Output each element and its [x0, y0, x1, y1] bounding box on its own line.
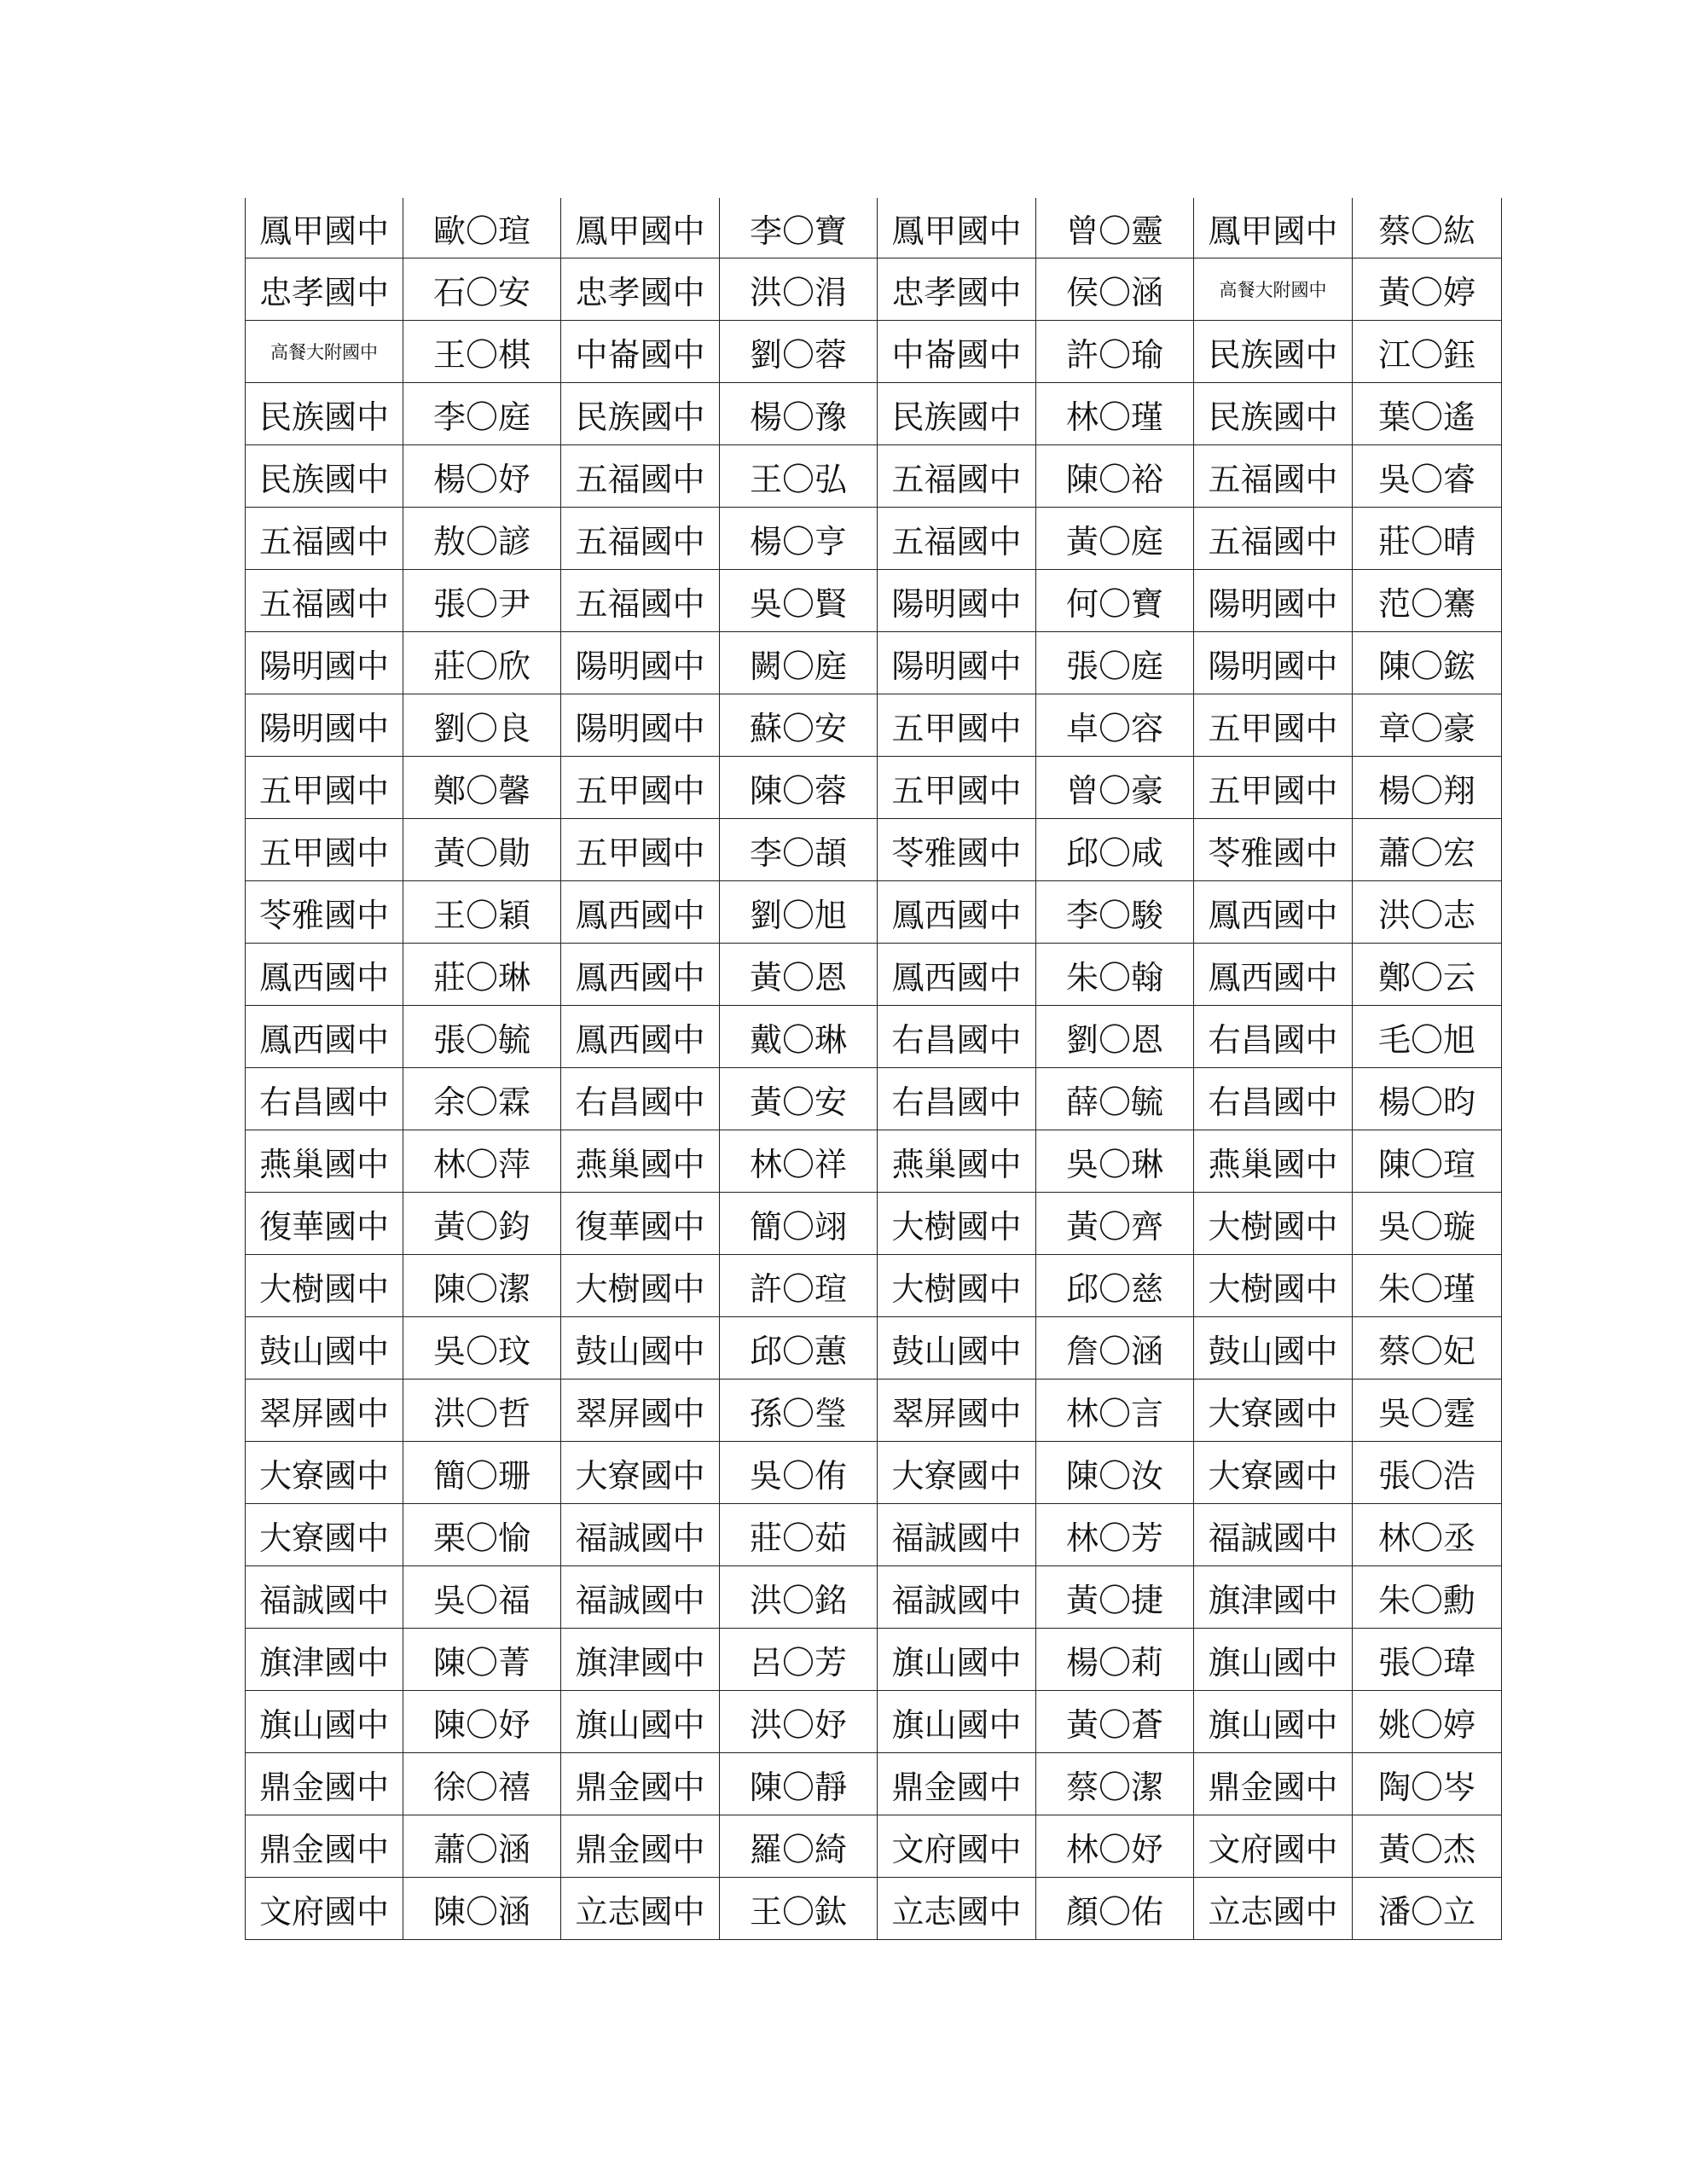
- student-name-cell: 張〇浩: [1353, 1442, 1502, 1504]
- student-name-cell: 林〇言: [1036, 1380, 1194, 1442]
- student-roster-table: [245, 198, 1502, 1940]
- student-name-cell: 吳〇睿: [1353, 445, 1502, 508]
- school-cell: 五甲國中: [1194, 757, 1353, 819]
- table-row: [246, 1380, 1502, 1442]
- school-cell: 大樹國中: [246, 1255, 403, 1317]
- school-cell: 鳳西國中: [561, 1006, 720, 1068]
- table-row: [246, 198, 1502, 258]
- school-cell: 忠孝國中: [561, 258, 720, 321]
- student-name-cell: 王〇穎: [403, 881, 561, 944]
- student-name-cell: 鄭〇云: [1353, 944, 1502, 1006]
- school-cell: 大樹國中: [561, 1255, 720, 1317]
- school-cell: 右昌國中: [878, 1006, 1036, 1068]
- table-row: [246, 819, 1502, 881]
- student-name-cell: 李〇寶: [720, 198, 878, 258]
- school-cell: 鳳西國中: [561, 944, 720, 1006]
- student-name-cell: 黃〇勛: [403, 819, 561, 881]
- student-name-cell: 范〇騫: [1353, 570, 1502, 632]
- student-name-cell: 黃〇婷: [1353, 258, 1502, 321]
- table-row: [246, 1878, 1502, 1940]
- school-cell: 五甲國中: [246, 819, 403, 881]
- table-row: [246, 258, 1502, 321]
- student-name-cell: 陳〇裕: [1036, 445, 1194, 508]
- student-name-cell: 陳〇靜: [720, 1753, 878, 1815]
- student-name-cell: 陳〇菁: [403, 1629, 561, 1691]
- student-name-cell: 徐〇禧: [403, 1753, 561, 1815]
- school-cell: 旗山國中: [561, 1691, 720, 1753]
- student-name-cell: 許〇瑄: [720, 1255, 878, 1317]
- school-cell: 五福國中: [1194, 445, 1353, 508]
- school-cell: 鳳甲國中: [878, 198, 1036, 258]
- school-cell: 五福國中: [561, 445, 720, 508]
- student-name-cell: 林〇妤: [1036, 1815, 1194, 1878]
- student-name-cell: 陳〇蓉: [720, 757, 878, 819]
- student-name-cell: 羅〇綺: [720, 1815, 878, 1878]
- school-cell: 鳳西國中: [561, 881, 720, 944]
- student-name-cell: 張〇瑋: [1353, 1629, 1502, 1691]
- table-row: [246, 1815, 1502, 1878]
- school-cell: 民族國中: [561, 383, 720, 445]
- school-cell: 高餐大附國中: [246, 321, 403, 383]
- student-name-cell: 張〇毓: [403, 1006, 561, 1068]
- student-name-cell: 林〇萍: [403, 1130, 561, 1193]
- student-name-cell: 林〇祥: [720, 1130, 878, 1193]
- school-cell: 苓雅國中: [878, 819, 1036, 881]
- student-name-cell: 黃〇庭: [1036, 508, 1194, 570]
- school-cell: 五甲國中: [561, 819, 720, 881]
- student-name-cell: 莊〇琳: [403, 944, 561, 1006]
- student-name-cell: 劉〇旭: [720, 881, 878, 944]
- student-name-cell: 潘〇立: [1353, 1878, 1502, 1940]
- student-name-cell: 黃〇蒼: [1036, 1691, 1194, 1753]
- student-name-cell: 林〇芳: [1036, 1504, 1194, 1566]
- school-cell: 鼓山國中: [246, 1317, 403, 1380]
- school-cell: 陽明國中: [561, 632, 720, 694]
- school-cell: 陽明國中: [246, 694, 403, 757]
- student-name-cell: 陳〇瑄: [1353, 1130, 1502, 1193]
- school-cell: 鳳西國中: [246, 944, 403, 1006]
- student-name-cell: 陶〇岑: [1353, 1753, 1502, 1815]
- school-cell: 五甲國中: [561, 757, 720, 819]
- school-cell: 鼎金國中: [246, 1815, 403, 1878]
- student-name-cell: 蔡〇潔: [1036, 1753, 1194, 1815]
- student-name-cell: 洪〇銘: [720, 1566, 878, 1629]
- student-name-cell: 楊〇豫: [720, 383, 878, 445]
- table-row: [246, 1691, 1502, 1753]
- student-name-cell: 洪〇妤: [720, 1691, 878, 1753]
- school-cell: 福誠國中: [561, 1504, 720, 1566]
- school-cell: 鼎金國中: [561, 1815, 720, 1878]
- school-cell: 鳳西國中: [878, 944, 1036, 1006]
- school-cell: 中崙國中: [561, 321, 720, 383]
- school-cell: 鼎金國中: [561, 1753, 720, 1815]
- table-row: [246, 383, 1502, 445]
- student-name-cell: 陳〇涵: [403, 1878, 561, 1940]
- student-name-cell: 洪〇哲: [403, 1380, 561, 1442]
- student-name-cell: 吳〇璇: [1353, 1193, 1502, 1255]
- school-cell: 大樹國中: [878, 1193, 1036, 1255]
- student-name-cell: 楊〇昀: [1353, 1068, 1502, 1130]
- student-name-cell: 黃〇安: [720, 1068, 878, 1130]
- school-cell: 苓雅國中: [246, 881, 403, 944]
- school-cell: 旗山國中: [246, 1691, 403, 1753]
- student-name-cell: 詹〇涵: [1036, 1317, 1194, 1380]
- table-row: [246, 944, 1502, 1006]
- table-row: [246, 1566, 1502, 1629]
- student-name-cell: 葉〇遙: [1353, 383, 1502, 445]
- student-name-cell: 朱〇翰: [1036, 944, 1194, 1006]
- school-cell: 陽明國中: [1194, 632, 1353, 694]
- table-row: [246, 694, 1502, 757]
- school-cell: 旗津國中: [561, 1629, 720, 1691]
- school-cell: 鳳西國中: [878, 881, 1036, 944]
- student-name-cell: 楊〇翔: [1353, 757, 1502, 819]
- student-name-cell: 蔡〇妃: [1353, 1317, 1502, 1380]
- table-row: [246, 1442, 1502, 1504]
- school-cell: 旗津國中: [1194, 1566, 1353, 1629]
- school-cell: 鳳甲國中: [246, 198, 403, 258]
- student-name-cell: 張〇庭: [1036, 632, 1194, 694]
- school-cell: 五福國中: [1194, 508, 1353, 570]
- school-cell: 大寮國中: [878, 1442, 1036, 1504]
- student-name-cell: 江〇鈺: [1353, 321, 1502, 383]
- school-cell: 民族國中: [1194, 321, 1353, 383]
- student-name-cell: 鄭〇馨: [403, 757, 561, 819]
- school-cell: 大寮國中: [1194, 1442, 1353, 1504]
- student-name-cell: 吳〇玟: [403, 1317, 561, 1380]
- student-name-cell: 吳〇侑: [720, 1442, 878, 1504]
- school-cell: 五福國中: [246, 570, 403, 632]
- table-row: [246, 445, 1502, 508]
- student-name-cell: 李〇庭: [403, 383, 561, 445]
- table-row: [246, 1753, 1502, 1815]
- school-cell: 右昌國中: [1194, 1006, 1353, 1068]
- student-name-cell: 王〇弘: [720, 445, 878, 508]
- student-name-cell: 楊〇亨: [720, 508, 878, 570]
- school-cell: 右昌國中: [878, 1068, 1036, 1130]
- school-cell: 立志國中: [1194, 1878, 1353, 1940]
- student-name-cell: 邱〇蕙: [720, 1317, 878, 1380]
- school-cell: 鳳甲國中: [561, 198, 720, 258]
- student-name-cell: 吳〇賢: [720, 570, 878, 632]
- student-name-cell: 王〇棋: [403, 321, 561, 383]
- student-name-cell: 劉〇良: [403, 694, 561, 757]
- student-name-cell: 林〇瑾: [1036, 383, 1194, 445]
- school-cell: 福誠國中: [878, 1504, 1036, 1566]
- school-cell: 陽明國中: [1194, 570, 1353, 632]
- school-cell: 鼎金國中: [1194, 1753, 1353, 1815]
- student-name-cell: 黃〇捷: [1036, 1566, 1194, 1629]
- school-cell: 大寮國中: [561, 1442, 720, 1504]
- student-name-cell: 吳〇霆: [1353, 1380, 1502, 1442]
- student-name-cell: 陳〇汝: [1036, 1442, 1194, 1504]
- school-cell: 高餐大附國中: [1194, 258, 1353, 321]
- student-name-cell: 簡〇珊: [403, 1442, 561, 1504]
- school-cell: 鳳西國中: [1194, 881, 1353, 944]
- table-row: [246, 1068, 1502, 1130]
- student-name-cell: 朱〇勳: [1353, 1566, 1502, 1629]
- school-cell: 忠孝國中: [246, 258, 403, 321]
- school-cell: 五甲國中: [1194, 694, 1353, 757]
- student-name-cell: 敖〇諺: [403, 508, 561, 570]
- school-cell: 民族國中: [878, 383, 1036, 445]
- school-cell: 文府國中: [878, 1815, 1036, 1878]
- student-name-cell: 吳〇福: [403, 1566, 561, 1629]
- school-cell: 旗山國中: [1194, 1629, 1353, 1691]
- student-name-cell: 陳〇潔: [403, 1255, 561, 1317]
- table-row: [246, 1130, 1502, 1193]
- student-name-cell: 石〇安: [403, 258, 561, 321]
- school-cell: 民族國中: [246, 383, 403, 445]
- school-cell: 翠屏國中: [878, 1380, 1036, 1442]
- student-name-cell: 何〇寶: [1036, 570, 1194, 632]
- school-cell: 右昌國中: [1194, 1068, 1353, 1130]
- school-cell: 翠屏國中: [561, 1380, 720, 1442]
- student-name-cell: 陳〇妤: [403, 1691, 561, 1753]
- school-cell: 五福國中: [878, 445, 1036, 508]
- table-row: [246, 1255, 1502, 1317]
- student-name-cell: 戴〇琳: [720, 1006, 878, 1068]
- school-cell: 福誠國中: [1194, 1504, 1353, 1566]
- school-cell: 忠孝國中: [878, 258, 1036, 321]
- school-cell: 鳳西國中: [1194, 944, 1353, 1006]
- student-name-cell: 薛〇毓: [1036, 1068, 1194, 1130]
- school-cell: 燕巢國中: [246, 1130, 403, 1193]
- student-name-cell: 吳〇琳: [1036, 1130, 1194, 1193]
- school-cell: 陽明國中: [878, 570, 1036, 632]
- school-cell: 文府國中: [246, 1878, 403, 1940]
- school-cell: 大樹國中: [878, 1255, 1036, 1317]
- student-name-cell: 莊〇茹: [720, 1504, 878, 1566]
- student-name-cell: 黃〇恩: [720, 944, 878, 1006]
- student-name-cell: 曾〇靈: [1036, 198, 1194, 258]
- school-cell: 陽明國中: [561, 694, 720, 757]
- student-name-cell: 黃〇鈞: [403, 1193, 561, 1255]
- school-cell: 大寮國中: [1194, 1380, 1353, 1442]
- school-cell: 鼓山國中: [1194, 1317, 1353, 1380]
- student-name-cell: 洪〇志: [1353, 881, 1502, 944]
- school-cell: 五福國中: [878, 508, 1036, 570]
- student-name-cell: 蕭〇宏: [1353, 819, 1502, 881]
- student-name-cell: 黃〇齊: [1036, 1193, 1194, 1255]
- table-row: [246, 1504, 1502, 1566]
- student-name-cell: 許〇瑜: [1036, 321, 1194, 383]
- school-cell: 大樹國中: [1194, 1255, 1353, 1317]
- table-row: [246, 321, 1502, 383]
- school-cell: 燕巢國中: [561, 1130, 720, 1193]
- school-cell: 右昌國中: [561, 1068, 720, 1130]
- school-cell: 鼎金國中: [878, 1753, 1036, 1815]
- student-name-cell: 劉〇恩: [1036, 1006, 1194, 1068]
- school-cell: 陽明國中: [246, 632, 403, 694]
- student-name-cell: 闕〇庭: [720, 632, 878, 694]
- student-name-cell: 歐〇瑄: [403, 198, 561, 258]
- school-cell: 文府國中: [1194, 1815, 1353, 1878]
- school-cell: 大樹國中: [1194, 1193, 1353, 1255]
- school-cell: 旗山國中: [1194, 1691, 1353, 1753]
- school-cell: 中崙國中: [878, 321, 1036, 383]
- school-cell: 旗津國中: [246, 1629, 403, 1691]
- student-name-cell: 王〇鈦: [720, 1878, 878, 1940]
- school-cell: 大寮國中: [246, 1504, 403, 1566]
- table-row: [246, 632, 1502, 694]
- student-name-cell: 邱〇慈: [1036, 1255, 1194, 1317]
- student-name-cell: 蔡〇紘: [1353, 198, 1502, 258]
- school-cell: 民族國中: [246, 445, 403, 508]
- school-cell: 民族國中: [1194, 383, 1353, 445]
- school-cell: 五福國中: [246, 508, 403, 570]
- student-name-cell: 卓〇容: [1036, 694, 1194, 757]
- table-row: [246, 1006, 1502, 1068]
- school-cell: 立志國中: [561, 1878, 720, 1940]
- school-cell: 福誠國中: [878, 1566, 1036, 1629]
- student-name-cell: 孫〇瑩: [720, 1380, 878, 1442]
- school-cell: 燕巢國中: [1194, 1130, 1353, 1193]
- table-row: [246, 881, 1502, 944]
- student-name-cell: 簡〇翊: [720, 1193, 878, 1255]
- school-cell: 苓雅國中: [1194, 819, 1353, 881]
- student-name-cell: 陳〇鋐: [1353, 632, 1502, 694]
- school-cell: 立志國中: [878, 1878, 1036, 1940]
- school-cell: 五甲國中: [878, 694, 1036, 757]
- school-cell: 復華國中: [246, 1193, 403, 1255]
- student-name-cell: 黃〇杰: [1353, 1815, 1502, 1878]
- student-name-cell: 李〇頡: [720, 819, 878, 881]
- student-name-cell: 栗〇愉: [403, 1504, 561, 1566]
- student-name-cell: 余〇霖: [403, 1068, 561, 1130]
- student-name-cell: 張〇尹: [403, 570, 561, 632]
- student-name-cell: 蕭〇涵: [403, 1815, 561, 1878]
- student-name-cell: 蘇〇安: [720, 694, 878, 757]
- school-cell: 翠屏國中: [246, 1380, 403, 1442]
- table-row: [246, 508, 1502, 570]
- school-cell: 鼓山國中: [878, 1317, 1036, 1380]
- student-name-cell: 洪〇涓: [720, 258, 878, 321]
- school-cell: 五甲國中: [878, 757, 1036, 819]
- school-cell: 五福國中: [561, 570, 720, 632]
- school-cell: 五甲國中: [246, 757, 403, 819]
- table-row: [246, 1317, 1502, 1380]
- school-cell: 鼎金國中: [246, 1753, 403, 1815]
- table-row: [246, 1629, 1502, 1691]
- roster-body: [246, 198, 1502, 1940]
- student-name-cell: 章〇豪: [1353, 694, 1502, 757]
- school-cell: 旗山國中: [878, 1691, 1036, 1753]
- student-name-cell: 毛〇旭: [1353, 1006, 1502, 1068]
- student-name-cell: 邱〇咸: [1036, 819, 1194, 881]
- school-cell: 鼓山國中: [561, 1317, 720, 1380]
- school-cell: 陽明國中: [878, 632, 1036, 694]
- table-row: [246, 757, 1502, 819]
- student-name-cell: 林〇丞: [1353, 1504, 1502, 1566]
- student-name-cell: 楊〇妤: [403, 445, 561, 508]
- school-cell: 復華國中: [561, 1193, 720, 1255]
- student-name-cell: 顏〇佑: [1036, 1878, 1194, 1940]
- school-cell: 燕巢國中: [878, 1130, 1036, 1193]
- table-row: [246, 570, 1502, 632]
- school-cell: 大寮國中: [246, 1442, 403, 1504]
- student-name-cell: 曾〇豪: [1036, 757, 1194, 819]
- student-name-cell: 楊〇莉: [1036, 1629, 1194, 1691]
- student-name-cell: 侯〇涵: [1036, 258, 1194, 321]
- student-name-cell: 李〇駿: [1036, 881, 1194, 944]
- student-name-cell: 呂〇芳: [720, 1629, 878, 1691]
- school-cell: 鳳西國中: [246, 1006, 403, 1068]
- school-cell: 五福國中: [561, 508, 720, 570]
- school-cell: 右昌國中: [246, 1068, 403, 1130]
- school-cell: 旗山國中: [878, 1629, 1036, 1691]
- school-cell: 福誠國中: [561, 1566, 720, 1629]
- school-cell: 鳳甲國中: [1194, 198, 1353, 258]
- student-name-cell: 莊〇晴: [1353, 508, 1502, 570]
- student-name-cell: 劉〇蓉: [720, 321, 878, 383]
- student-name-cell: 姚〇婷: [1353, 1691, 1502, 1753]
- school-cell: 福誠國中: [246, 1566, 403, 1629]
- student-name-cell: 朱〇瑾: [1353, 1255, 1502, 1317]
- student-name-cell: 莊〇欣: [403, 632, 561, 694]
- table-row: [246, 1193, 1502, 1255]
